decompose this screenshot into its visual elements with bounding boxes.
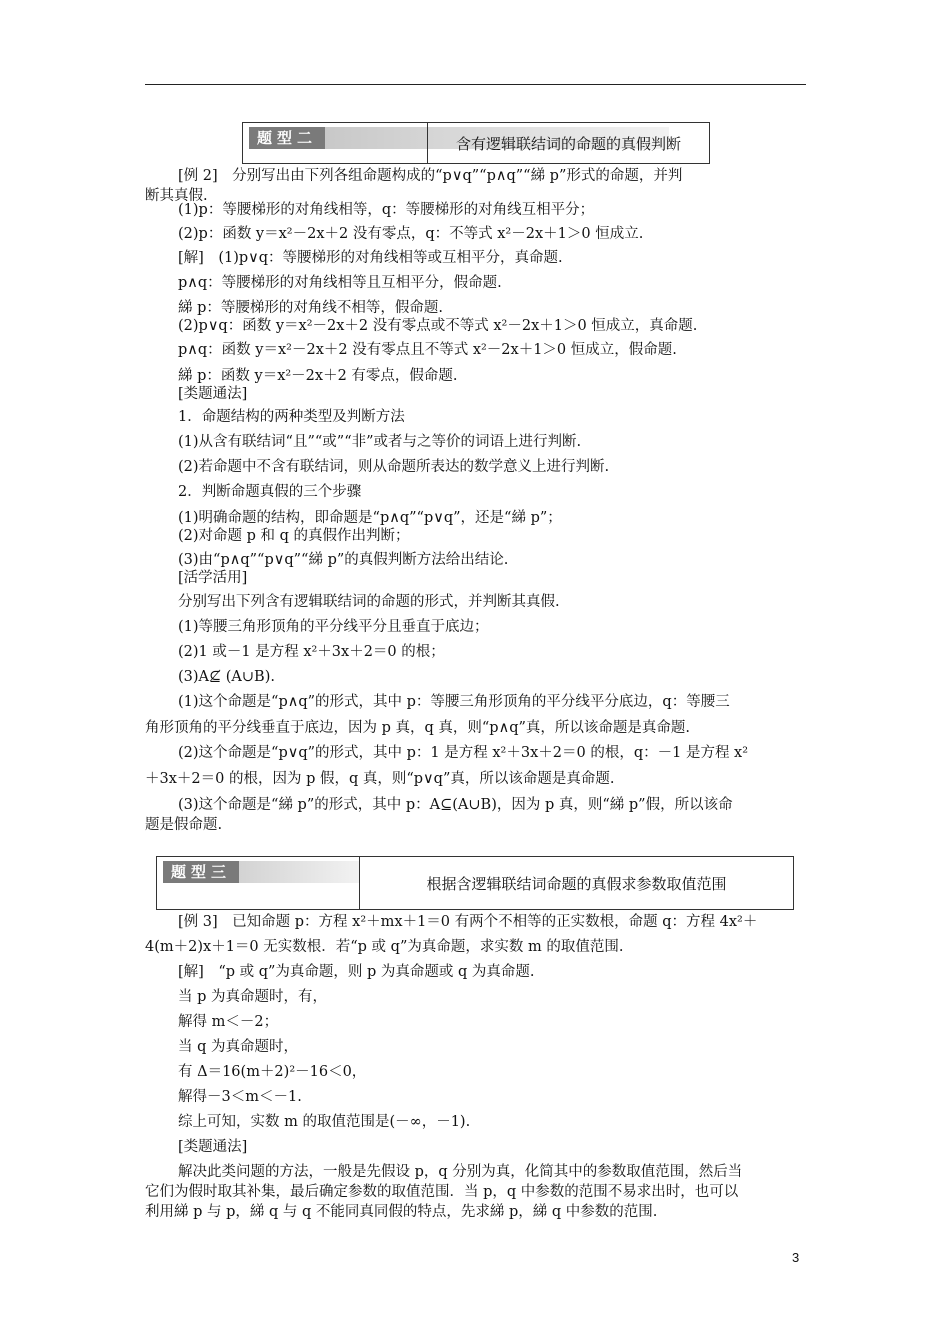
section-tag: 题型三 bbox=[163, 861, 239, 883]
text-line: ＋3x＋2＝0 的根，因为 p 假，q 真，则“p∨q”真，所以该命题是真命题. bbox=[145, 771, 615, 787]
text-line: 綈 p：函数 y＝x²－2x＋2 有零点，假命题. bbox=[178, 368, 458, 384]
text-line: (1)明确命题的结构，即命题是“p∧q”“p∨q”，还是“綈 p”； bbox=[178, 510, 562, 526]
text-line: [例 3] 已知命题 p：方程 x²＋mx＋1＝0 有两个不相等的正实数根，命题 q：方程 4x²＋ bbox=[178, 914, 758, 930]
text-line: 1．命题结构的两种类型及判断方法 bbox=[178, 409, 405, 425]
text-line: [解] (1)p∨q：等腰梯形的对角线相等或互相平分，真命题. bbox=[178, 250, 563, 266]
text-line: p∧q：等腰梯形的对角线相等且互相平分，假命题. bbox=[178, 275, 502, 291]
text-line: (2)若命题中不含有联结词，则从命题所表达的数学意义上进行判断. bbox=[178, 459, 610, 475]
text-line: 当 p 为真命题时，有， bbox=[178, 989, 327, 1005]
page-number: 3 bbox=[792, 1250, 800, 1265]
text-line: [类题通法] bbox=[178, 386, 248, 402]
section-title: 根据含逻辑联结词命题的真假求参数取值范围 bbox=[426, 874, 727, 893]
text-line: 断其真假. bbox=[145, 188, 208, 204]
text-line: 2．判断命题真假的三个步骤 bbox=[178, 484, 362, 500]
text-line: (3)这个命题是“綈 p”的形式，其中 p：A⊆(A∪B)，因为 p 真，则“綈 p”假，所以该命 bbox=[178, 797, 733, 813]
text-line: 题是假命题. bbox=[145, 817, 223, 833]
text-line: (3)A⊈ (A∪B). bbox=[178, 669, 275, 685]
text-line: 有 Δ＝16(m＋2)²－16＜0， bbox=[178, 1064, 367, 1080]
text-line: (1)从含有联结词“且”“或”“非”或者与之等价的词语上进行判断. bbox=[178, 434, 582, 450]
text-line: (2)p：函数 y＝x²－2x＋2 没有零点，q：不等式 x²－2x＋1＞0 恒成立. bbox=[178, 226, 644, 242]
text-line: 角形顶角的平分线垂直于底边，因为 p 真，q 真，则“p∧q”真，所以该命题是真命题. bbox=[145, 720, 691, 736]
text-line: 当 q 为真命题时， bbox=[178, 1039, 298, 1055]
text-line: (2)对命题 p 和 q 的真假作出判断； bbox=[178, 528, 410, 544]
text-line: 4(m＋2)x＋1＝0 无实数根．若“p 或 q”为真命题，求实数 m 的取值范围. bbox=[145, 939, 624, 955]
text-line: (3)由“p∧q”“p∨q”“綈 p”的真假判断方法给出结论. bbox=[178, 552, 509, 568]
text-line: p∧q：函数 y＝x²－2x＋2 没有零点且不等式 x²－2x＋1＞0 恒成立，假命题. bbox=[178, 342, 677, 358]
text-line: 解决此类问题的方法，一般是先假设 p，q 分别为真，化简其中的参数取值范围，然后当 bbox=[178, 1164, 743, 1180]
section-banner-3 bbox=[156, 856, 794, 910]
header-rule bbox=[145, 84, 806, 85]
text-line: 它们为假时取其补集，最后确定参数的取值范围．当 p，q 中参数的范围不易求出时，也可以 bbox=[145, 1184, 739, 1200]
text-line: 综上可知，实数 m 的取值范围是(－∞，－1). bbox=[178, 1114, 471, 1130]
text-line: [解] “p 或 q”为真命题，则 p 为真命题或 q 为真命题. bbox=[178, 964, 535, 980]
section-banner-2 bbox=[242, 122, 710, 164]
text-line: [类题通法] bbox=[178, 1139, 248, 1155]
text-line: 分别写出下列含有逻辑联结词的命题的形式，并判断其真假. bbox=[178, 594, 560, 610]
text-line: 利用綈 p 与 p，綈 q 与 q 不能同真同假的特点，先求綈 p，綈 q 中参数的范围. bbox=[145, 1204, 658, 1220]
text-line: [活学活用] bbox=[178, 570, 248, 586]
text-line: 解得－3＜m＜－1. bbox=[178, 1089, 302, 1105]
section-title: 含有逻辑联结词的命题的真假判断 bbox=[455, 134, 681, 153]
text-line: (1)p：等腰梯形的对角线相等，q：等腰梯形的对角线互相平分； bbox=[178, 202, 595, 218]
text-line: (2)这个命题是“p∨q”的形式，其中 p：1 是方程 x²＋3x＋2＝0 的根，q：－1 是方程 x² bbox=[178, 745, 749, 761]
text-line: [例 2] 分别写出由下列各组命题构成的“p∨q”“p∧q”“綈 p”形式的命题，并判 bbox=[178, 168, 683, 184]
text-line: (2)1 或－1 是方程 x²＋3x＋2＝0 的根； bbox=[178, 644, 445, 660]
text-line: (1)这个命题是“p∧q”的形式，其中 p：等腰三角形顶角的平分线平分底边，q：等腰三 bbox=[178, 694, 730, 710]
text-line: (1)等腰三角形顶角的平分线平分且垂直于底边； bbox=[178, 619, 489, 635]
text-line: 解得 m＜－2； bbox=[178, 1014, 279, 1030]
section-tag: 题型二 bbox=[249, 127, 325, 149]
text-line: 綈 p：等腰梯形的对角线不相等，假命题. bbox=[178, 300, 443, 316]
text-line: (2)p∨q：函数 y＝x²－2x＋2 没有零点或不等式 x²－2x＋1＞0 恒成立，真命题. bbox=[178, 318, 698, 334]
